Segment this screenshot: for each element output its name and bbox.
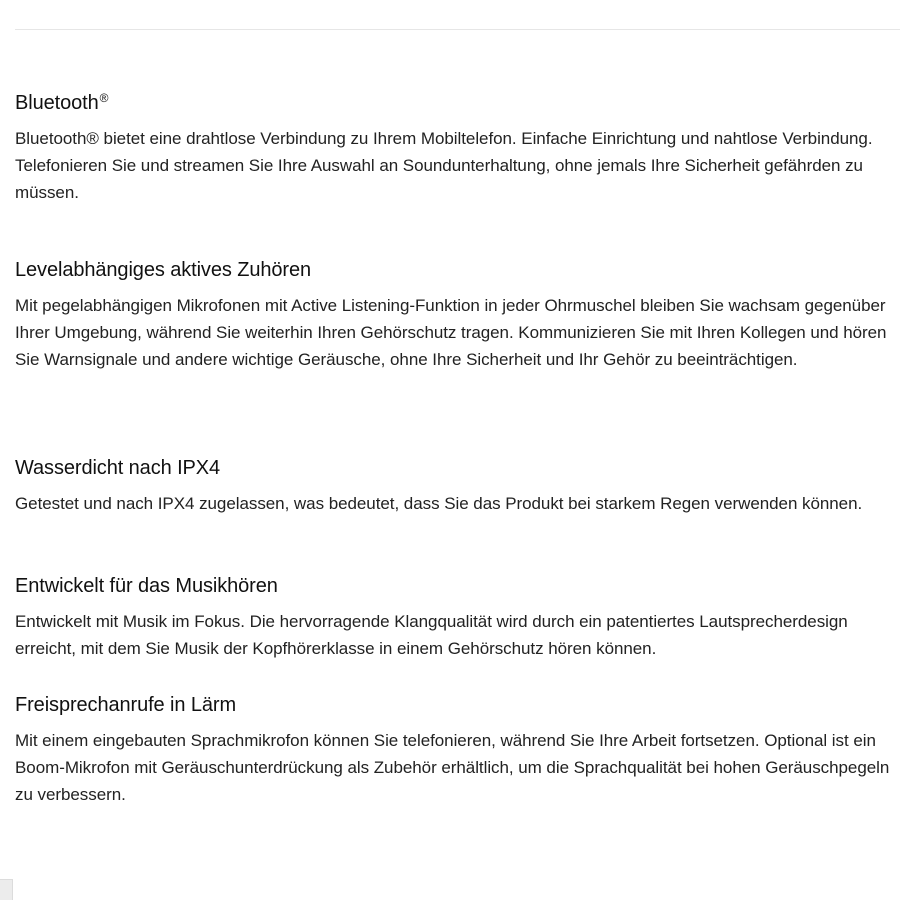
section-body: Entwickelt mit Musik im Fokus. Die hervorragende Klangqualität wird durch ein patentiertes Lautsprecherdesign erreicht, mit dem Sie Musik der Kopfhörerklasse in einem Gehörschutz hören können. — [15, 612, 848, 658]
section-title — [15, 85, 900, 116]
section-title-text: Bluetooth — [15, 92, 99, 114]
feature-section-waterproof — [15, 455, 900, 517]
section-body: Mit pegelabhängigen Mikrofonen mit Active Listening-Funktion in jeder Ohrmuschel bleiben Sie wachsam gegenüber Ihrer Umgebung, während Sie weiterhin Ihren Gehörschutz tragen. Kommunizieren Sie mit Ihren Kollegen und hören Sie Warnsignale und andere wichtige Geräusche, ohne Ihre Sicherheit und Ihr Gehör zu beeinträchtigen. — [15, 296, 887, 369]
section-body: Getestet und nach IPX4 zugelassen, was bedeutet, dass Sie das Produkt bei starkem Regen verwenden können. — [15, 494, 863, 513]
scroll-corner — [0, 879, 13, 900]
section-title: Freisprechanrufe in Lärm — [15, 694, 237, 716]
top-divider — [15, 29, 900, 30]
section-body: Mit einem eingebauten Sprachmikrofon können Sie telefonieren, während Sie Ihre Arbeit fortsetzen. Optional ist ein Boom-Mikrofon mit Geräuschunterdrückung als Zubehör erhältlich, um die Sprachqualität bei hohen Geräuschpegeln zu verbessern. — [15, 731, 890, 804]
feature-section-active-listening — [15, 257, 900, 373]
section-title: Entwickelt für das Musikhören — [15, 575, 278, 597]
section-title: Levelabhängiges aktives Zuhören — [15, 259, 311, 281]
feature-section-music — [15, 573, 900, 662]
feature-section-handsfree — [15, 692, 900, 808]
registered-mark: ® — [99, 91, 109, 105]
section-body: Bluetooth® bietet eine drahtlose Verbindung zu Ihrem Mobiltelefon. Einfache Einrichtung und nahtlose Verbindung. Telefonieren Sie und streamen Sie Ihre Auswahl an Soundunterhaltung, ohne jemals Ihre Sicherheit gefährden zu müssen. — [15, 129, 873, 202]
feature-section-bluetooth — [15, 85, 900, 206]
section-title: Wasserdicht nach IPX4 — [15, 457, 221, 479]
